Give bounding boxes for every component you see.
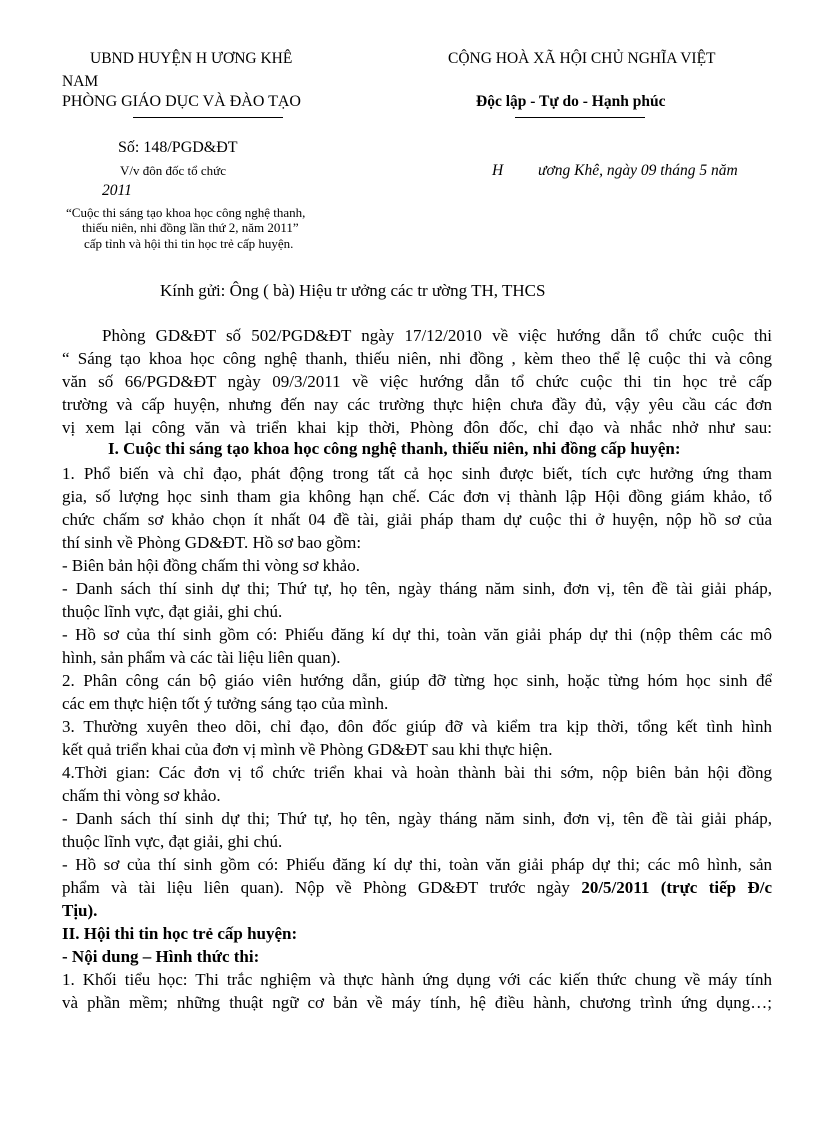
subject-year: 2011 bbox=[102, 182, 132, 199]
national-title: CỘNG HOÀ XÃ HỘI CHỦ NGHĨA VIỆT bbox=[448, 50, 716, 67]
intro-line-2: “ Sáng tạo khoa học công nghệ thanh, thiếu niên, nhi đồng , kèm theo thể lệ cuộc thi và công bbox=[62, 349, 772, 368]
intro-line-4: trường và cấp huyện, nhưng đến nay các trường thực hiện chưa đầy đủ, vậy yêu cầu các đơn bbox=[62, 395, 772, 414]
s1-line-8: - Hồ sơ của thí sinh gồm có: Phiếu đăng kí dự thi, toàn văn giải pháp dự thi (nộp thêm các mô bbox=[62, 625, 772, 644]
s1-line-2: gia, số lượng học sinh tham gia không hạn chế. Các đơn vị thành lập Hội đồng giám khảo, tổ bbox=[62, 487, 772, 506]
recipient-line: Kính gửi: Ông ( bà) Hiệu tr ưởng các tr ường TH, THCS bbox=[160, 281, 546, 300]
agency-name-line1: UBND HUYỆN H ƯƠNG KHÊ bbox=[90, 50, 293, 67]
s1-line-12: 3. Thường xuyên theo dõi, chỉ đạo, đôn đốc giúp đỡ và kiểm tra kịp thời, tổng kết tình hình bbox=[62, 717, 772, 736]
s2-line-2: và phần mềm; những thuật ngữ cơ bản về máy tính, hệ điều hành, chương trình ứng dụng…; bbox=[62, 993, 772, 1012]
s1-line-4: thí sinh về Phòng GD&ĐT. Hồ sơ bao gồm: bbox=[62, 533, 362, 552]
subject-line-3: thiếu niên, nhi đồng lần thứ 2, năm 2011” bbox=[82, 220, 299, 235]
s1-line-11: các em thực hiện tốt ý tưởng sáng tạo của mình. bbox=[62, 694, 389, 713]
s1-line-15: chấm thi vòng sơ khảo. bbox=[62, 786, 221, 805]
department-name: PHÒNG GIÁO DỤC VÀ ĐÀO TẠO bbox=[62, 93, 301, 110]
date-place: ương Khê, ngày 09 tháng 5 năm bbox=[538, 162, 738, 179]
agency-name-line2: NAM bbox=[62, 73, 99, 90]
intro-line-3: văn số 66/PGD&ĐT ngày 09/3/2011 về việc hướng dẫn tổ chức cuộc thi tin học trẻ cấp bbox=[62, 372, 772, 391]
s1-line-5: - Biên bản hội đồng chấm thi vòng sơ khảo. bbox=[62, 556, 360, 575]
s1-line-9: hình, sản phẩm và các tài liệu liên quan). bbox=[62, 648, 341, 667]
s1-line-17: thuộc lĩnh vực, đạt giải, ghi chú. bbox=[62, 832, 283, 851]
s1-line-13: kết quả triển khai của đơn vị mình về Phòng GD&ĐT sau khi thực hiện. bbox=[62, 740, 553, 759]
s2-line-1: 1. Khối tiểu học: Thi trắc nghiệm và thực hành ứng dụng với các kiến thức chung về máy tính bbox=[62, 970, 772, 989]
intro-line-5: vị xem lại công văn và triển khai kịp thời, Phòng đôn đốc, chỉ đạo và nhắc nhở như sau: bbox=[62, 418, 772, 437]
subject-line-2: “Cuộc thi sáng tạo khoa học công nghệ thanh, bbox=[66, 205, 306, 220]
section-1-title: I. Cuộc thi sáng tạo khoa học công nghệ thanh, thiếu niên, nhi đồng cấp huyện: bbox=[108, 439, 681, 458]
motto-underline bbox=[515, 117, 645, 118]
subject-line-1: V/v đôn đốc tổ chức bbox=[120, 163, 226, 178]
section-2-subheading: - Nội dung – Hình thức thi: bbox=[62, 947, 260, 966]
s1-deadline-contact: (trực tiếp Đ/c bbox=[649, 878, 772, 897]
s1-line-7: thuộc lĩnh vực, đạt giải, ghi chú. bbox=[62, 602, 283, 621]
s1-deadline-text: phẩm và tài liệu liên quan). Nộp về Phòng GD&ĐT trước ngày bbox=[62, 878, 582, 897]
s1-line-3: chức chấm sơ khảo chọn ít nhất 04 đề tài, giải pháp tham dự cuộc thi ở huyện, nộp hồ sơ của bbox=[62, 510, 772, 529]
s1-line-14: 4.Thời gian: Các đơn vị tổ chức triển khai và hoàn thành bài thi sớm, nộp biên bản hội đồng bbox=[62, 763, 772, 782]
department-underline bbox=[133, 117, 283, 118]
section-2-title: II. Hội thi tin học trẻ cấp huyện: bbox=[62, 924, 298, 943]
document-number: Số: 148/PGD&ĐT bbox=[118, 139, 238, 156]
national-motto: Độc lập - Tự do - Hạnh phúc bbox=[476, 93, 666, 110]
s1-line-1: 1. Phổ biến và chỉ đạo, phát động trong tất cả học sinh được biết, tích cực hưởng ứng tham bbox=[62, 464, 772, 483]
intro-line-1: Phòng GD&ĐT số 502/PGD&ĐT ngày 17/12/2010 về việc hướng dẫn tổ chức cuộc thi bbox=[102, 326, 772, 345]
s1-deadline-line bbox=[62, 876, 772, 899]
s1-line-18: - Hồ sơ của thí sinh gồm có: Phiếu đăng kí dự thi, toàn văn giải pháp dự thi; các mô hình, sản bbox=[62, 855, 772, 874]
s1-line-10: 2. Phân công cán bộ giáo viên hướng dẫn, giúp đỡ từng học sinh, hoặc từng hóm học sinh để bbox=[62, 671, 772, 690]
s1-line-6: - Danh sách thí sinh dự thi; Thứ tự, họ tên, ngày tháng năm sinh, đơn vị, tên đề tài giải pháp, bbox=[62, 579, 772, 598]
subject-line-4: cấp tỉnh và hội thi tin học trẻ cấp huyện. bbox=[84, 236, 294, 251]
date-place-h: H bbox=[492, 162, 504, 179]
s1-line-16: - Danh sách thí sinh dự thi; Thứ tự, họ tên, ngày tháng năm sinh, đơn vị, tên đề tài giải pháp, bbox=[62, 809, 772, 828]
s1-deadline-contact-end: Tịu). bbox=[62, 901, 98, 920]
s1-deadline-date: 20/5/2011 bbox=[581, 878, 650, 897]
